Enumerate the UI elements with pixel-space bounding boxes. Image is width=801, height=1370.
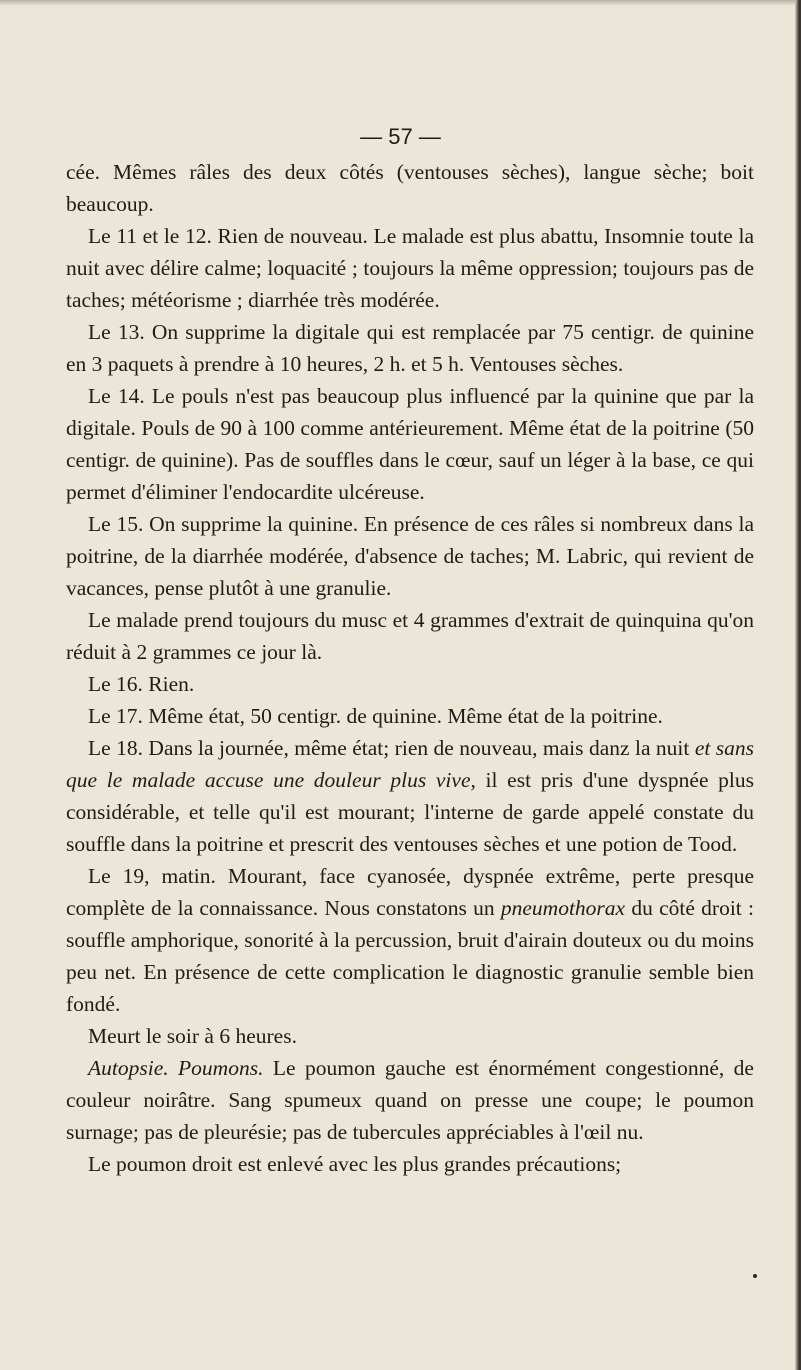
paragraph-12: [66, 1052, 754, 1148]
paragraph-12-italic: Autopsie. Poumons.: [88, 1056, 264, 1080]
page-binding-edge: [795, 0, 801, 1370]
page-top-edge: [0, 0, 801, 6]
paragraph-7: Le 16. Rien.: [88, 672, 195, 696]
margin-dot: [753, 1274, 757, 1278]
paragraph-9-italic: et sans que le malade accuse une douleur plus vive,: [66, 736, 755, 792]
paragraph-10-after: du côté droit : souffle amphorique, sonorité à la percussion, bruit d'airain douteux ou du moins peu net. En présence de cette complication le diagnostic granulie semble bien fondé.: [66, 896, 754, 1016]
paragraph-4: Le 14. Le pouls n'est pas beaucoup plus influencé par la quinine que par la digitale. Pouls de 90 à 100 comme antérieurement. Même état de la poitrine (50 centigr. de quinine). Pas de souffles dans le cœur, sauf un léger à la base, ce qui permet d'éliminer l'endocardite ulcéreuse.: [66, 384, 754, 504]
page-number: — 57 —: [360, 124, 441, 149]
paragraph-11: Meurt le soir à 6 heures.: [88, 1024, 297, 1048]
paragraph-6: Le malade prend toujours du musc et 4 grammes d'extrait de quinquina qu'on réduit à 2 grammes ce jour là.: [66, 608, 754, 664]
paragraph-10-italic: pneumothorax: [500, 896, 626, 920]
body-text: [66, 156, 754, 1180]
paragraph-13: Le poumon droit est enlevé avec les plus grandes précautions;: [88, 1152, 622, 1176]
paragraph-9-before: Le 18. Dans la journée, même état; rien de nouveau, mais danz la nuit: [88, 736, 695, 760]
paragraph-9: [66, 732, 754, 860]
paragraph-10: [66, 860, 754, 1020]
paragraph-1: cée. Mêmes râles des deux côtés (ventouses sèches), langue sèche; boit beaucoup.: [66, 160, 754, 216]
paragraph-3: Le 13. On supprime la digitale qui est remplacée par 75 centigr. de quinine en 3 paquets à prendre à 10 heures, 2 h. et 5 h. Ventouses sèches.: [66, 320, 754, 376]
paragraph-2: Le 11 et le 12. Rien de nouveau. Le malade est plus abattu, Insomnie toute la nuit avec délire calme; loquacité ; toujours la même oppression; toujours pas de taches; météorisme ; diarrhée très modérée.: [66, 224, 754, 312]
paragraph-8: Le 17. Même état, 50 centigr. de quinine. Même état de la poitrine.: [88, 704, 663, 728]
paragraph-9-after: il est pris d'une dyspnée plus considérable, et telle qu'il est mourant; l'interne de garde appelé constate du souffle dans la poitrine et prescrit des ventouses sèches et une potion de Tood.: [66, 768, 755, 856]
paragraph-10-before: Le 19, matin. Mourant, face cyanosée, dyspnée extrême, perte presque complète de la connaissance. Nous constatons un: [66, 864, 754, 920]
paragraph-12-after: Le poumon gauche est énormément congestionné, de couleur noirâtre. Sang spumeux quand on presse une coupe; le poumon surnage; pas de pleurésie; pas de tubercules appréciables à l'œil nu.: [66, 1056, 754, 1144]
paragraph-5: Le 15. On supprime la quinine. En présence de ces râles si nombreux dans la poitrine, de la diarrhée modérée, d'absence de taches; M. Labric, qui revient de vacances, pense plutôt à une granulie.: [66, 512, 754, 600]
